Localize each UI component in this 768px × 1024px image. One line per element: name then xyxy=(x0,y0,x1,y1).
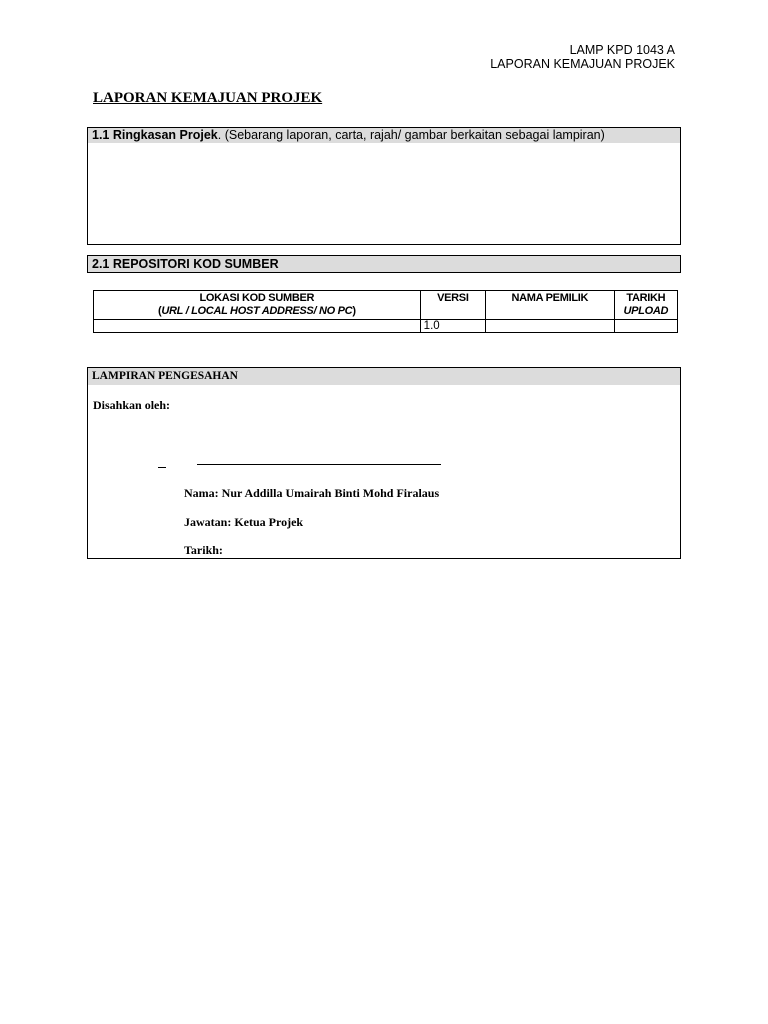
approved-by-label: Disahkan oleh: xyxy=(93,398,171,412)
cell-date[interactable] xyxy=(614,320,677,333)
project-summary-header xyxy=(88,128,680,143)
page-title: LAPORAN KEMAJUAN PROJEK xyxy=(93,90,323,106)
cell-location[interactable] xyxy=(94,320,421,333)
col-version: VERSI xyxy=(420,291,485,320)
project-summary-section xyxy=(87,127,681,245)
table-row xyxy=(94,320,678,333)
col-owner: NAMA PEMILIK xyxy=(486,291,615,320)
table-header-row xyxy=(94,291,678,320)
cell-owner[interactable] xyxy=(486,320,615,333)
project-summary-note: . (Sebarang laporan, carta, rajah/ gambar berkaitan sebagai lampiran) xyxy=(217,128,605,142)
signature-dash xyxy=(158,467,166,468)
document-header xyxy=(490,43,675,71)
repository-table xyxy=(93,290,678,333)
col-location: LOKASI KOD SUMBER (URL / LOCAL HOST ADDRESS/ NO PC) xyxy=(94,291,421,320)
cell-version[interactable]: 1.0 xyxy=(420,320,485,333)
document-subtitle: LAPORAN KEMAJUAN PROJEK xyxy=(490,57,675,71)
col-upload-date: TARIKH UPLOAD xyxy=(614,291,677,320)
document-reference: LAMP KPD 1043 A xyxy=(569,43,675,57)
approver-name: Nama: Nur Addilla Umairah Binti Mohd Firalaus xyxy=(184,486,440,500)
project-summary-label: 1.1 Ringkasan Projek xyxy=(92,128,218,142)
approval-date: Tarikh: xyxy=(184,543,223,557)
approval-section xyxy=(87,367,681,559)
source-repository-section xyxy=(87,255,681,273)
approval-header: LAMPIRAN PENGESAHAN xyxy=(88,368,680,385)
approver-position: Jawatan: Ketua Projek xyxy=(184,515,304,529)
source-repository-header: 2.1 REPOSITORI KOD SUMBER xyxy=(88,256,680,272)
col-location-sub: (URL / LOCAL HOST ADDRESS/ NO PC) xyxy=(157,305,356,317)
signature-line xyxy=(197,464,441,465)
